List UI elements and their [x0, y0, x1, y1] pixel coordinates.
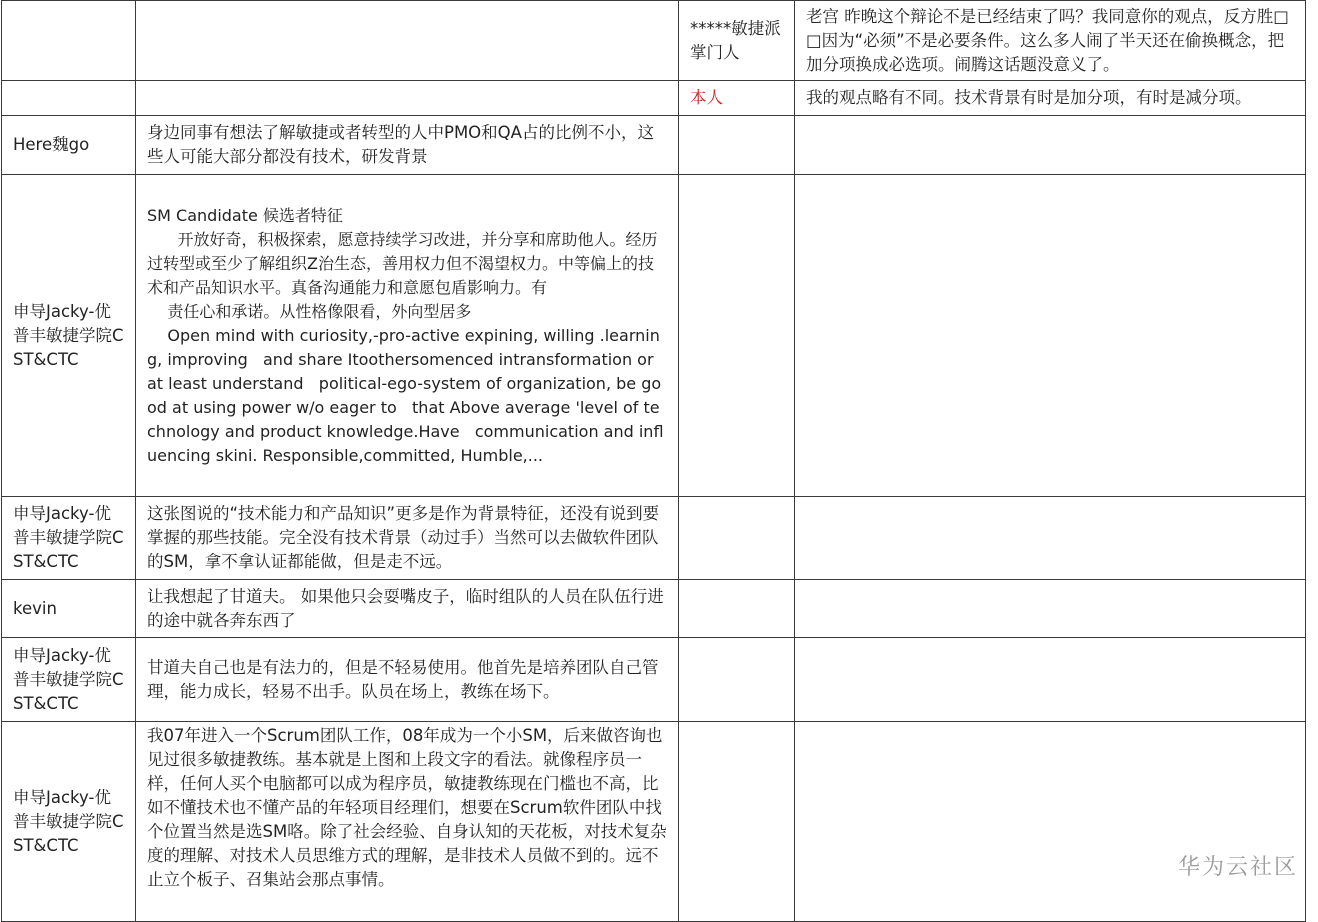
responder-tag: *****敏捷派掌门人	[679, 1, 795, 81]
reply-text	[795, 497, 1306, 580]
comment-text: 身边同事有想法了解敏捷或者转型的人中PMO和QA占的比例不小，这些人可能大部分都没有技术，研发背景	[136, 116, 679, 175]
commenter-name	[2, 1, 136, 81]
reply-text	[795, 722, 1306, 922]
comment-text	[136, 81, 679, 116]
commenter-name	[2, 81, 136, 116]
responder-tag	[679, 638, 795, 722]
reply-text: 老宫 昨晚这个辩论不是已经结束了吗？我同意你的观点，反方胜□□因为“必须”不是必要条件。这么多人闹了半天还在偷换概念，把加分项换成必选项。闹腾这话题没意义了。	[795, 1, 1306, 81]
reply-text	[795, 580, 1306, 638]
table-row	[2, 1, 1306, 81]
comment-text: 我07年进入一个Scrum团队工作，08年成为一个小SM，后来做咨询也见过很多敏捷教练。基本就是上图和上段文字的看法。就像程序员一样，任何人买个电脑都可以成为程序员，敏捷教练现在门槛也不高，比如不懂技术也不懂产品的年轻项目经理们，想要在Scrum软件团队中找个位置当然是选SM咯。除了社会经验、自身认知的天花板，对技术复杂度的理解、对技术人员思维方式的理解，是非技术人员做不到的。远不止立个板子、召集站会那点事情。	[136, 722, 679, 922]
responder-tag: 本人	[679, 81, 795, 116]
responder-tag	[679, 722, 795, 922]
reply-text	[795, 116, 1306, 175]
comment-text: 让我想起了甘道夫。 如果他只会耍嘴皮子，临时组队的人员在队伍行进的途中就各奔东西了	[136, 580, 679, 638]
responder-tag	[679, 580, 795, 638]
commenter-name: Here魏go	[2, 116, 136, 175]
table-row	[2, 580, 1306, 638]
commenter-name: 申导Jacky-优普丰敏捷学院CST&CTC	[2, 722, 136, 922]
watermark-logo-text: 华为云社区	[1177, 855, 1298, 880]
table-row	[2, 497, 1306, 580]
commenter-name: 申导Jacky-优普丰敏捷学院CST&CTC	[2, 175, 136, 497]
comment-text: 甘道夫自己也是有法力的，但是不轻易使用。他首先是培养团队自己管理，能力成长，轻易不出手。队员在场上，教练在场下。	[136, 638, 679, 722]
responder-tag	[679, 116, 795, 175]
table-row	[2, 722, 1306, 922]
comment-text: SM Candidate 候选者特征 开放好奇，积极探索，愿意持续学习改进，并分享和席助他人。经历过转型或至少了解组织Z治生态，善用权力但不渴望权力。中等偏上的技术和产品知识水平。真备沟通能力和意愿包盾影响力。有 责任心和承诺。从性格像限看，外向型居多 Open mind with curiosity,-pro-active expining, willing .learning, improving and share Itoothersomenced intransformation or at least understand political-ego-system of organization, be good at using power w/o eager to that Above average 'level of technology and product knowledge.Have communication and influencing skini. Responsible,committed, Humble,...	[136, 175, 679, 497]
table-row	[2, 175, 1306, 497]
discussion-table	[1, 0, 1306, 922]
commenter-name: 申导Jacky-优普丰敏捷学院CST&CTC	[2, 638, 136, 722]
commenter-name: 申导Jacky-优普丰敏捷学院CST&CTC	[2, 497, 136, 580]
responder-tag	[679, 175, 795, 497]
table-row	[2, 638, 1306, 722]
comment-text	[136, 1, 679, 81]
comment-text: 这张图说的“技术能力和产品知识”更多是作为背景特征，还没有说到要掌握的那些技能。完全没有技术背景（动过手）当然可以去做软件团队的SM，拿不拿认证都能做，但是走不远。	[136, 497, 679, 580]
responder-tag	[679, 497, 795, 580]
reply-text	[795, 175, 1306, 497]
table-row	[2, 81, 1306, 116]
reply-text: 我的观点略有不同。技术背景有时是加分项，有时是减分项。	[795, 81, 1306, 116]
commenter-name: kevin	[2, 580, 136, 638]
table-row	[2, 116, 1306, 175]
reply-text	[795, 638, 1306, 722]
